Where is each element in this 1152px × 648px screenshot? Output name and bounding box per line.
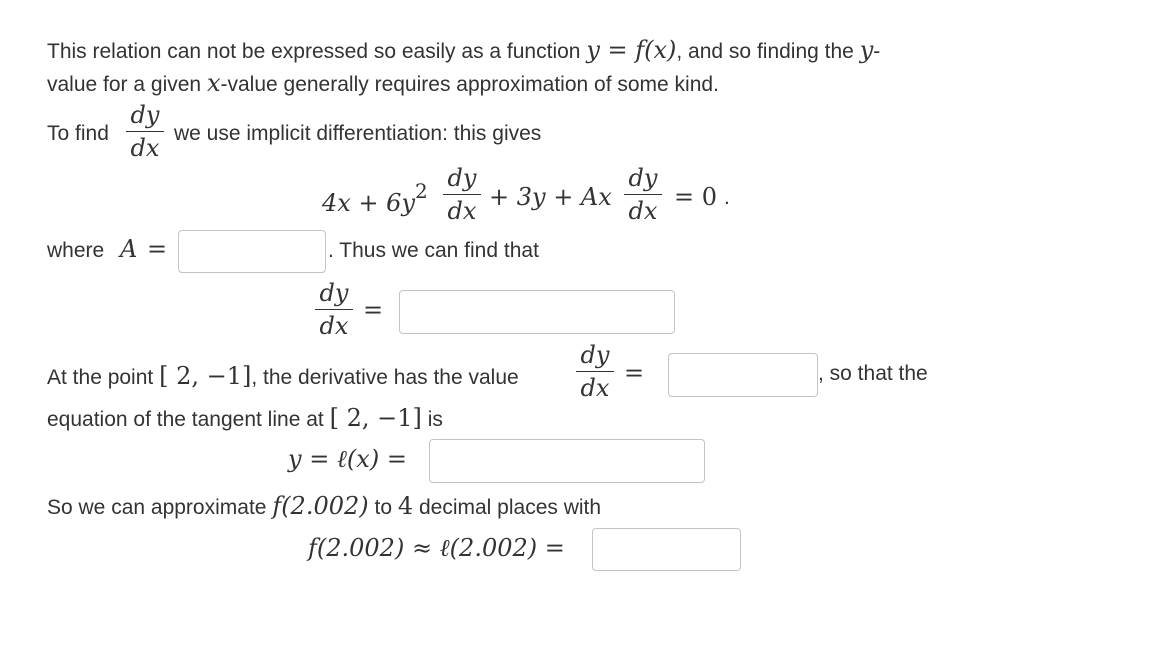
fraction-bar: [443, 194, 481, 195]
equation-term-2: + 3y + Ax: [489, 183, 612, 211]
derivative-input[interactable]: [399, 290, 675, 334]
intro-line-1: [47, 36, 880, 64]
approx-text-a: So we can approximate: [47, 496, 267, 519]
intro-text-d: -value generally requires approximation of some kind.: [220, 73, 719, 96]
so-that-text: , so that the: [818, 362, 928, 385]
tangent-is: is: [427, 408, 443, 431]
intro-line-2: [47, 69, 719, 97]
fraction-denominator: dx: [628, 197, 658, 225]
a-equals: =: [147, 235, 168, 263]
equation-rhs: = 0: [674, 183, 718, 211]
where-label: where: [47, 239, 105, 262]
point-coordinates: [ 2, −1]: [159, 362, 252, 390]
fraction-denominator: dx: [580, 374, 610, 402]
fraction-numerator: dy: [319, 279, 349, 307]
tangent-line-text: [47, 404, 443, 432]
intro-text-a: This relation can not be expressed so easily as a function: [47, 40, 587, 63]
approx-line: [47, 492, 601, 520]
fraction-denominator: dx: [319, 312, 349, 340]
approx-input[interactable]: [592, 528, 741, 571]
implicit-diff-text: we use implicit differentiation: this gives: [174, 122, 542, 145]
fraction-bar: [576, 371, 614, 372]
point-label: At the point: [47, 366, 154, 389]
approx-lhs: f(2.002) ≈ ℓ(2.002) =: [308, 534, 565, 562]
equation-period: .: [724, 186, 730, 209]
point-fraction: [576, 342, 614, 401]
tangent-lhs: y = ℓ(x) =: [288, 445, 407, 473]
equation-lhs: 4x + 6y: [322, 189, 415, 217]
fraction-numerator: dy: [580, 341, 610, 369]
slope-input[interactable]: [668, 353, 818, 397]
fraction-bar: [126, 131, 164, 132]
approx-function: f(2.002): [272, 492, 369, 520]
tangent-input[interactable]: [429, 439, 705, 483]
fraction-denominator: dx: [447, 197, 477, 225]
intro-text-c: value for a given: [47, 73, 207, 96]
derivative-fraction: [315, 280, 353, 339]
point-line: [47, 362, 519, 390]
thus-text: . Thus we can find that: [328, 239, 539, 262]
x-variable: x: [206, 69, 221, 97]
intro-text-b: , and so finding the: [676, 40, 860, 63]
derivative-equals: =: [363, 296, 384, 324]
point-equals: =: [624, 359, 645, 387]
fraction-bar: [315, 309, 353, 310]
a-value-input[interactable]: [178, 230, 326, 273]
equation-fraction-2: [624, 165, 662, 224]
fraction-numerator: dy: [447, 164, 477, 192]
approx-text-c: decimal places with: [418, 496, 602, 519]
equation-exponent: 2: [415, 179, 428, 203]
decimal-places: 4: [397, 492, 414, 520]
fraction-numerator: dy: [628, 164, 658, 192]
to-find-label: To find: [47, 122, 109, 145]
find-fraction: [126, 102, 164, 161]
approx-text-b: to: [374, 496, 392, 519]
intro-hyphen: -: [873, 40, 881, 63]
y-variable: y: [859, 36, 874, 64]
equation-fraction-1: [443, 165, 481, 224]
fraction-numerator: dy: [130, 101, 160, 129]
derivative-value-text: , the derivative has the value: [251, 366, 519, 389]
equation-term-1: [322, 179, 428, 217]
fraction-bar: [624, 194, 662, 195]
a-variable: A: [120, 235, 138, 263]
tangent-label: equation of the tangent line at: [47, 408, 324, 431]
tangent-point: [ 2, −1]: [329, 404, 422, 432]
fraction-denominator: dx: [130, 134, 160, 162]
function-expression: y = f(x): [586, 36, 677, 64]
